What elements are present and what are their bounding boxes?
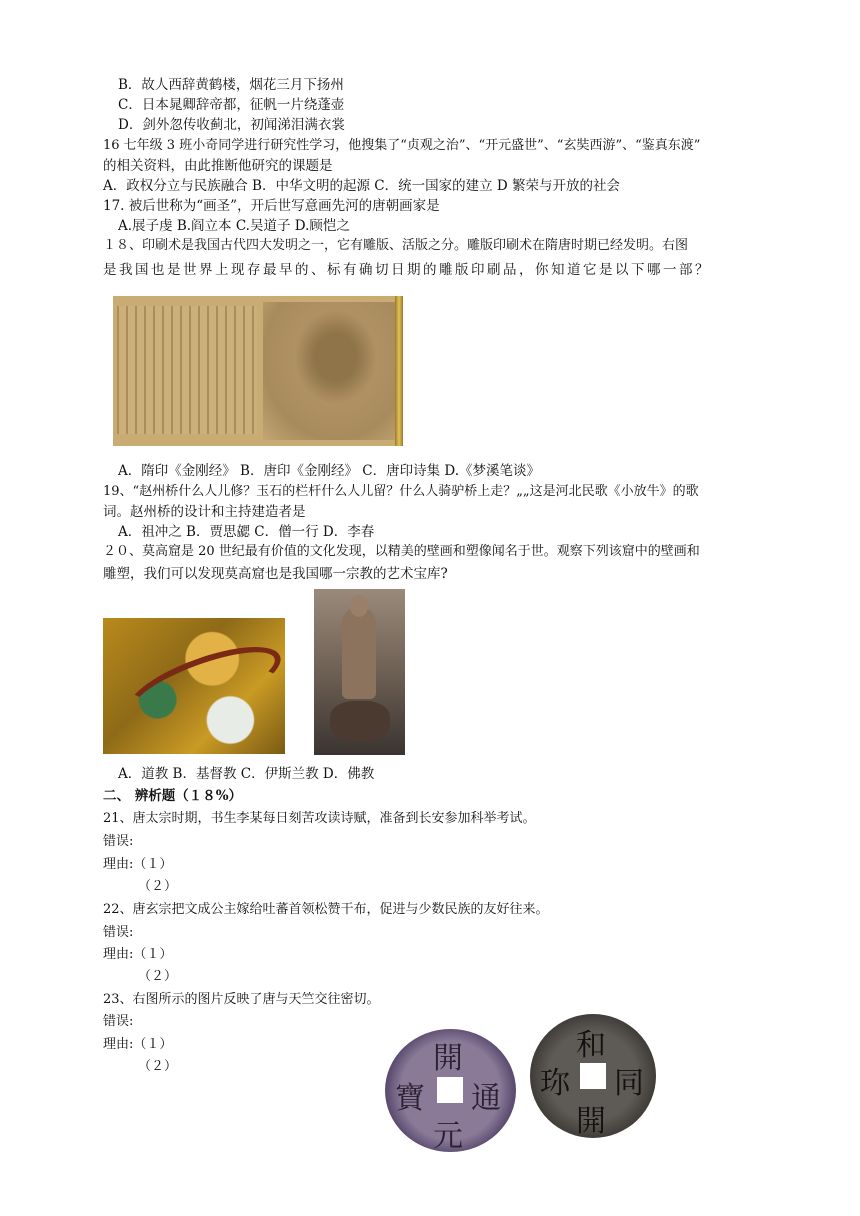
coin-char: 同: [614, 1066, 644, 1101]
q18-stem: １８、印刷术是我国古代四大发明之一，它有雕版、活版之分。雕版印刷术在隋唐时期已经发明。右图: [103, 238, 689, 253]
q16-stem: 16 七年级 3 班小奇同学进行研究性学习，他搜集了“贞观之治”、“开元盛世”、“玄奘西游”、“鉴真东渡”: [103, 138, 701, 153]
q17-stem: 17. 被后世称为“画圣”，开后世写意画先河的唐朝画家是: [103, 198, 440, 214]
q21-reason-1: 理由:（１）: [103, 857, 173, 872]
diamond-sutra-scroll-image: [113, 296, 403, 446]
q23-error-label: 错误:: [103, 1014, 134, 1029]
q15-option-d: D．剑外忽传收蓟北，初闻涕泪满衣裳: [118, 117, 345, 133]
q19-stem: 19、“赵州桥什么人儿修？玉石的栏杆什么人儿留？什么人骑驴桥上走？„„这是河北民歌《小放牛》的歌: [103, 484, 699, 499]
coin-char: 珎: [540, 1066, 570, 1101]
q22-error-label: 错误:: [103, 925, 134, 940]
q19-options: A．祖冲之 B．贾思勰 C．僧一行 D．李春: [118, 524, 375, 540]
q21-stem: 21、唐太宗时期，书生李某每日刻苦攻读诗赋，准备到长安参加科举考试。: [103, 811, 536, 826]
wado-kaichin-coin-image: [530, 1014, 656, 1138]
q16-stem-cont: 的相关资料，由此推断他研究的课题是: [103, 158, 333, 174]
q22-reason-2: （２）: [138, 969, 178, 984]
q18-stem-cont: 是我国也是世界上现存最早的、标有确切日期的雕版印刷品，你知道它是以下哪一部？: [103, 262, 711, 278]
coin-char: 開: [433, 1041, 463, 1076]
coin-char: 寶: [395, 1081, 425, 1116]
q23-stem: 23、右图所示的图片反映了唐与天竺交往密切。: [103, 992, 380, 1007]
q20-options: A．道教 B．基督教 C．伊斯兰教 D．佛教: [118, 766, 375, 782]
q21-error-label: 错误:: [103, 834, 134, 849]
q20-stem-cont: 雕塑，我们可以发现莫高窟也是我国哪一宗教的艺术宝库?: [103, 566, 448, 582]
coin-char: 元: [433, 1119, 463, 1154]
q21-reason-2: （２）: [138, 879, 178, 894]
q17-options: A.展子虔 B.阎立本 C.吴道子 D.顾恺之: [118, 218, 350, 234]
q23-reason-1: 理由:（１）: [103, 1037, 173, 1052]
q22-reason-1: 理由:（１）: [103, 947, 173, 962]
q23-reason-2: （２）: [138, 1059, 178, 1074]
q22-stem: 22、唐玄宗把文成公主嫁给吐蕃首领松赞干布，促进与少数民族的友好往来。: [103, 902, 549, 917]
flying-apsara-mural-image: [103, 618, 285, 754]
q16-options: A．政权分立与民族融合 B．中华文明的起源 C．统一国家的建立 D 繁荣与开放的社会: [103, 178, 620, 194]
coin-char: 通: [471, 1081, 501, 1116]
coin-char: 和: [576, 1028, 606, 1063]
bodhisattva-statue-image: [314, 589, 405, 755]
section-2-heading: 二、 辨析题（１８%）: [103, 788, 243, 804]
q18-options: A．隋印《金刚经》 B．唐印《金刚经》 C．唐印诗集 D.《梦溪笔谈》: [118, 463, 541, 479]
kaiyuan-tongbao-coin-image: [385, 1029, 516, 1152]
coin-char: 開: [576, 1104, 606, 1139]
q19-stem-cont: 词。赵州桥的设计和主持建造者是: [103, 504, 306, 520]
q20-stem: ２０、莫高窟是 20 世纪最有价值的文化发现，以精美的壁画和塑像闻名于世。观察下列该窟中的壁画和: [103, 544, 700, 559]
q15-option-b: B．故人西辞黄鹤楼，烟花三月下扬州: [118, 77, 344, 93]
q15-option-c: C．日本晁卿辞帝都，征帆一片绕蓬壶: [118, 97, 345, 113]
